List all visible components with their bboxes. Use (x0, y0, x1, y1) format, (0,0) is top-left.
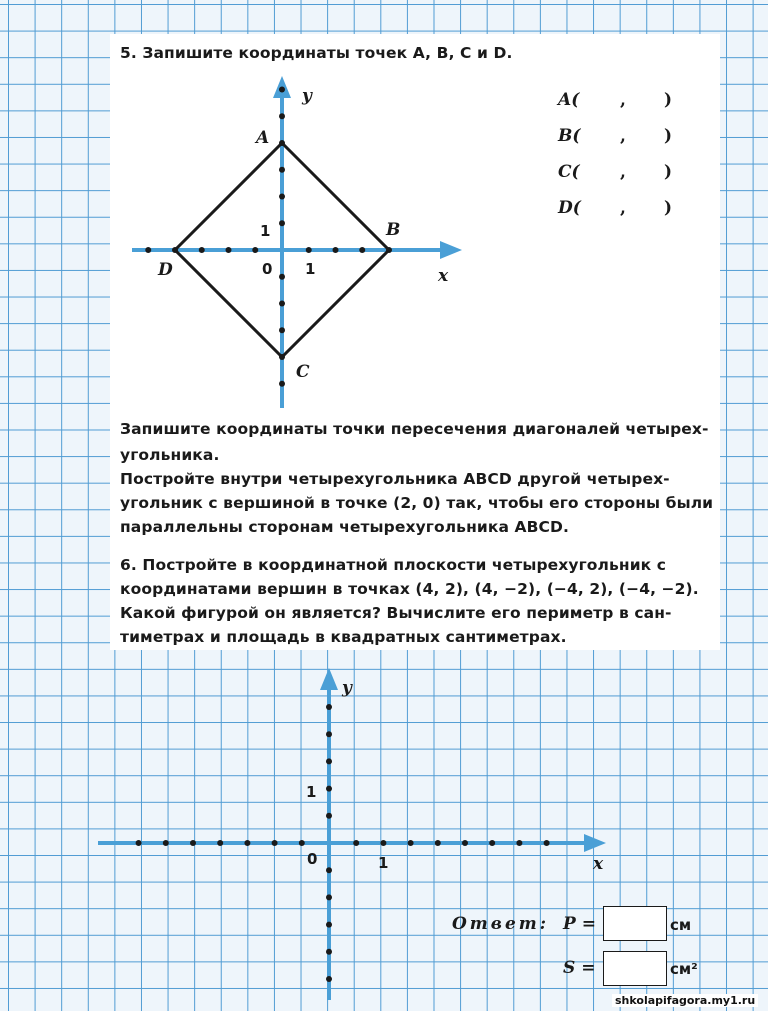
task5-origin-label: 0 (262, 260, 273, 278)
coord-row-a-label: A( (558, 90, 580, 110)
coord-row-b-close: ) (664, 126, 673, 146)
task6-line2: координатами вершин в точках (4, 2), (4, −2), (−4, 2), (−4, −2). (120, 580, 699, 598)
task5-x-label: x (438, 266, 449, 286)
area-label: S = (563, 958, 596, 978)
task6-x-tick-11 (462, 840, 468, 846)
task6-x-tick-4 (244, 840, 250, 846)
task6-x-tick-10 (435, 840, 441, 846)
perimeter-unit: см (670, 916, 692, 934)
task5-question-2c: параллельны сторонам четырехугольника ABCD. (120, 518, 569, 536)
coord-row-d-sep: , (620, 198, 626, 218)
task5-x-arrow (440, 241, 462, 259)
task5-y-tick-7 (279, 167, 285, 173)
area-unit: см² (670, 960, 698, 978)
point-c-label: C (296, 362, 310, 382)
task5-title-text: Запишите координаты точек A, B, C и D. (142, 44, 513, 62)
task5-y-tick-10 (279, 87, 285, 93)
task6-x-tick-12 (489, 840, 495, 846)
task6-y-tick-9 (326, 704, 332, 710)
task5-y-tick-3 (279, 301, 285, 307)
task6-x-tick-2 (190, 840, 196, 846)
task6-y-tick-3 (326, 894, 332, 900)
task5-x-tick-6 (333, 247, 339, 253)
task6-unit-y-label: 1 (306, 783, 317, 801)
task6-line1 (120, 556, 666, 574)
task6-y-tick-1 (326, 949, 332, 955)
task5-diagram (132, 76, 462, 408)
task6-y-tick-0 (326, 976, 332, 982)
task6-x-tick-3 (217, 840, 223, 846)
task5-y-tick-5 (279, 220, 285, 226)
task6-y-tick-6 (326, 786, 332, 792)
task5-unit-y-label: 1 (260, 222, 271, 240)
task6-y-arrow (320, 668, 338, 690)
coord-row-d-label: D( (558, 198, 581, 218)
coord-row-b-label: B( (558, 126, 581, 146)
task6-y-tick-2 (326, 922, 332, 928)
task6-line3: Какой фигурой он является? Вычислите его периметр в сан- (120, 604, 672, 622)
answer-label: Ответ: (452, 914, 550, 934)
perimeter-label: P = (563, 914, 596, 934)
task5-x-tick-5 (306, 247, 312, 253)
task5-y-tick-4 (279, 274, 285, 280)
task5-x-tick-4 (252, 247, 258, 253)
task6-x-tick-6 (299, 840, 305, 846)
task5-y-tick-2 (279, 327, 285, 333)
task5-y-tick-9 (279, 113, 285, 119)
task6-y-tick-8 (326, 731, 332, 737)
task6-x-label: x (593, 854, 604, 874)
task5-question-1: Запишите координаты точки пересечения диагоналей четырех- (120, 420, 709, 438)
area-answer-box[interactable] (603, 951, 667, 986)
task6-unit-x-label: 1 (378, 854, 389, 872)
coord-row-c-close: ) (664, 162, 673, 182)
task6-number: 6. (120, 556, 137, 574)
task6-x-tick-0 (136, 840, 142, 846)
coord-row-c-label: C( (558, 162, 580, 182)
task5-y-label: y (302, 86, 312, 106)
task5-question-2b: угольник с вершиной в точке (2, 0) так, чтобы его стороны были (120, 494, 714, 512)
task6-x-arrow (584, 834, 606, 852)
task6-y-tick-7 (326, 758, 332, 764)
task6-x-tick-7 (353, 840, 359, 846)
task6-x-tick-1 (163, 840, 169, 846)
watermark: shkolapifagora.my1.ru (612, 994, 758, 1007)
task5-question-2a: Постройте внутри четырехугольника ABCD другой четырех- (120, 470, 670, 488)
point-b-label: B (386, 220, 401, 240)
task6-x-tick-9 (408, 840, 414, 846)
task5-x-tick-3 (226, 247, 232, 253)
task5-number: 5. (120, 44, 137, 62)
task5-x-tick-7 (359, 247, 365, 253)
coord-row-c-sep: , (620, 162, 626, 182)
coord-row-d-close: ) (664, 198, 673, 218)
task6-x-tick-14 (544, 840, 550, 846)
task6-x-tick-5 (272, 840, 278, 846)
task5-x-tick-0 (145, 247, 151, 253)
coord-row-a[interactable] (558, 90, 678, 112)
perimeter-answer-box[interactable] (603, 906, 667, 941)
task6-line1-text: Постройте в координатной плоскости четырехугольник с (142, 556, 667, 574)
coord-row-b-sep: , (620, 126, 626, 146)
coord-row-a-sep: , (620, 90, 626, 110)
coord-row-b[interactable] (558, 126, 678, 148)
task6-origin-label: 0 (307, 850, 318, 868)
task6-x-tick-8 (380, 840, 386, 846)
coord-row-c[interactable] (558, 162, 678, 184)
task5-question-1b: угольника. (120, 446, 220, 464)
task6-y-tick-4 (326, 867, 332, 873)
task5-y-tick-0 (279, 381, 285, 387)
point-a-label: A (256, 128, 270, 148)
task6-x-tick-13 (516, 840, 522, 846)
task6-line4: тиметрах и площадь в квадратных сантиметрах. (120, 628, 567, 646)
task5-unit-x-label: 1 (305, 260, 316, 278)
task5-y-tick-6 (279, 194, 285, 200)
coord-row-a-close: ) (664, 90, 673, 110)
point-d-label: D (158, 260, 173, 280)
task6-y-tick-5 (326, 813, 332, 819)
coord-row-d[interactable] (558, 198, 678, 220)
task5-x-tick-2 (199, 247, 205, 253)
task6-diagram (98, 668, 606, 1000)
task6-y-label: y (342, 678, 352, 698)
